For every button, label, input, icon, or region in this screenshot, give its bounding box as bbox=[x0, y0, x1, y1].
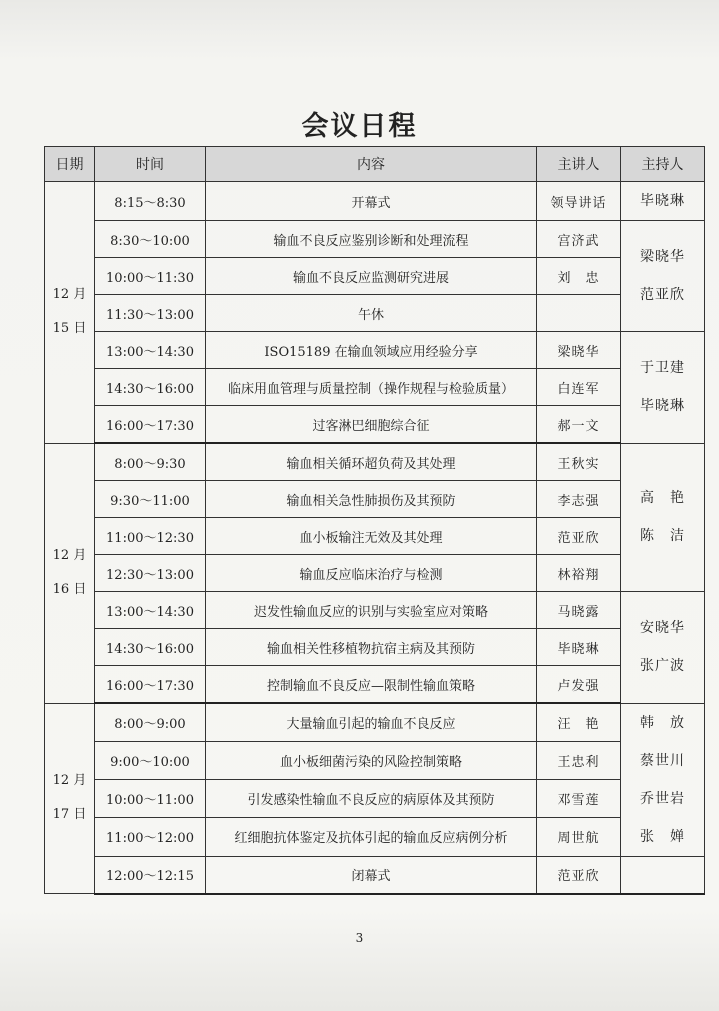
content-cell: 闭幕式 bbox=[206, 856, 537, 894]
time-cell: 11:00～12:30 bbox=[95, 518, 206, 555]
content-cell: 输血不良反应鉴别诊断和处理流程 bbox=[206, 221, 537, 258]
table-row bbox=[45, 518, 705, 555]
header-content: 内容 bbox=[206, 147, 537, 182]
speaker-cell: 马晓露 bbox=[537, 592, 621, 629]
time-cell: 8:00～9:00 bbox=[95, 703, 206, 742]
content-cell: 红细胞抗体鉴定及抗体引起的输血反应病例分析 bbox=[206, 818, 537, 856]
date-cell bbox=[45, 703, 95, 894]
table-row bbox=[45, 703, 705, 742]
host-name: 于卫建 bbox=[640, 360, 685, 377]
speaker-cell: 宫济武 bbox=[537, 221, 621, 258]
speaker-cell: 王秋实 bbox=[537, 443, 621, 481]
speaker-cell: 周世航 bbox=[537, 818, 621, 856]
speaker-cell: 卢发强 bbox=[537, 666, 621, 704]
time-cell: 14:30～16:00 bbox=[95, 369, 206, 406]
host-name: 陈 洁 bbox=[640, 528, 685, 545]
time-cell: 14:30～16:00 bbox=[95, 629, 206, 666]
date-month: 12 月 bbox=[52, 287, 87, 303]
table-row bbox=[45, 258, 705, 295]
host-name: 乔世岩 bbox=[640, 790, 685, 807]
table-row bbox=[45, 369, 705, 406]
content-cell: ISO15189 在输血领域应用经验分享 bbox=[206, 332, 537, 369]
content-cell: 引发感染性输血不良反应的病原体及其预防 bbox=[206, 780, 537, 818]
table-row bbox=[45, 780, 705, 818]
content-cell: 血小板输注无效及其处理 bbox=[206, 518, 537, 555]
host-cell bbox=[621, 592, 705, 704]
host-cell bbox=[621, 182, 705, 221]
time-cell: 16:00～17:30 bbox=[95, 406, 206, 444]
speaker-cell: 汪 艳 bbox=[537, 703, 621, 742]
content-cell: 午休 bbox=[206, 295, 537, 332]
time-cell: 11:00～12:00 bbox=[95, 818, 206, 856]
date-day: 15 日 bbox=[52, 321, 87, 337]
speaker-cell: 李志强 bbox=[537, 481, 621, 518]
page-number: 3 bbox=[355, 931, 364, 945]
schedule-table bbox=[44, 146, 705, 895]
speaker-cell: 范亚欣 bbox=[537, 518, 621, 555]
table-row bbox=[45, 295, 705, 332]
time-cell: 9:00～10:00 bbox=[95, 742, 206, 780]
date-cell bbox=[45, 443, 95, 703]
table-row bbox=[45, 406, 705, 444]
time-cell: 9:30～11:00 bbox=[95, 481, 206, 518]
speaker-cell: 邓雪莲 bbox=[537, 780, 621, 818]
date-cell bbox=[45, 182, 95, 444]
host-cell bbox=[621, 443, 705, 592]
table-row bbox=[45, 856, 705, 894]
time-cell: 11:30～13:00 bbox=[95, 295, 206, 332]
time-cell: 10:00～11:30 bbox=[95, 258, 206, 295]
content-cell: 大量输血引起的输血不良反应 bbox=[206, 703, 537, 742]
header-row bbox=[45, 147, 705, 182]
time-cell: 13:00～14:30 bbox=[95, 332, 206, 369]
host-name: 毕晓琳 bbox=[640, 398, 685, 415]
speaker-cell: 王忠利 bbox=[537, 742, 621, 780]
table-row bbox=[45, 592, 705, 629]
host-cell bbox=[621, 703, 705, 856]
time-cell: 12:30～13:00 bbox=[95, 555, 206, 592]
date-day: 16 日 bbox=[52, 582, 87, 597]
time-cell: 10:00～11:00 bbox=[95, 780, 206, 818]
table-row bbox=[45, 742, 705, 780]
host-name: 安晓华 bbox=[640, 620, 685, 637]
content-cell: 输血相关急性肺损伤及其预防 bbox=[206, 481, 537, 518]
host-name: 梁晓华 bbox=[640, 249, 685, 265]
schedule-body bbox=[45, 182, 705, 894]
content-cell: 开幕式 bbox=[206, 182, 537, 221]
content-cell: 输血反应临床治疗与检测 bbox=[206, 555, 537, 592]
speaker-cell: 范亚欣 bbox=[537, 856, 621, 894]
date-month: 12 月 bbox=[52, 773, 87, 789]
header-host: 主持人 bbox=[621, 147, 705, 182]
header-speaker: 主讲人 bbox=[537, 147, 621, 182]
table-row bbox=[45, 818, 705, 856]
host-name: 韩 放 bbox=[640, 714, 685, 731]
host-name: 毕晓琳 bbox=[640, 193, 685, 209]
content-cell: 过客淋巴细胞综合征 bbox=[206, 406, 537, 444]
speaker-cell: 刘 忠 bbox=[537, 258, 621, 295]
speaker-cell: 领导讲话 bbox=[537, 182, 621, 221]
date-month: 12 月 bbox=[52, 548, 87, 563]
header-date: 日期 bbox=[45, 147, 95, 182]
host-cell bbox=[621, 332, 705, 444]
table-row bbox=[45, 182, 705, 221]
time-cell: 13:00～14:30 bbox=[95, 592, 206, 629]
table-row bbox=[45, 629, 705, 666]
content-cell: 控制输血不良反应—限制性输血策略 bbox=[206, 666, 537, 704]
host-name: 范亚欣 bbox=[640, 287, 685, 303]
content-cell: 迟发性输血反应的识别与实验室应对策略 bbox=[206, 592, 537, 629]
time-cell: 8:15～8:30 bbox=[95, 182, 206, 221]
speaker-cell: 梁晓华 bbox=[537, 332, 621, 369]
content-cell: 血小板细菌污染的风险控制策略 bbox=[206, 742, 537, 780]
speaker-cell: 毕晓琳 bbox=[537, 629, 621, 666]
speaker-cell bbox=[537, 295, 621, 332]
time-cell: 8:30～10:00 bbox=[95, 221, 206, 258]
table-row bbox=[45, 481, 705, 518]
host-name: 张广波 bbox=[640, 658, 685, 675]
table-row bbox=[45, 666, 705, 704]
content-cell: 输血相关性移植物抗宿主病及其预防 bbox=[206, 629, 537, 666]
time-cell: 12:00～12:15 bbox=[95, 856, 206, 894]
table-row bbox=[45, 332, 705, 369]
host-cell bbox=[621, 221, 705, 332]
table-row bbox=[45, 443, 705, 481]
table-row bbox=[45, 555, 705, 592]
host-name: 高 艳 bbox=[640, 490, 685, 507]
speaker-cell: 林裕翔 bbox=[537, 555, 621, 592]
speaker-cell: 白连军 bbox=[537, 369, 621, 406]
host-name: 张 婵 bbox=[640, 828, 685, 845]
content-cell: 输血相关循环超负荷及其处理 bbox=[206, 443, 537, 481]
content-cell: 输血不良反应监测研究进展 bbox=[206, 258, 537, 295]
header-time: 时间 bbox=[95, 147, 206, 182]
date-day: 17 日 bbox=[52, 807, 87, 823]
host-cell bbox=[621, 856, 705, 894]
time-cell: 8:00～9:30 bbox=[95, 443, 206, 481]
page-title: 会议日程 bbox=[301, 111, 418, 142]
speaker-cell: 郝一文 bbox=[537, 406, 621, 444]
host-name: 蔡世川 bbox=[640, 752, 685, 769]
content-cell: 临床用血管理与质量控制（操作规程与检验质量） bbox=[206, 369, 537, 406]
table-row bbox=[45, 221, 705, 258]
time-cell: 16:00～17:30 bbox=[95, 666, 206, 704]
